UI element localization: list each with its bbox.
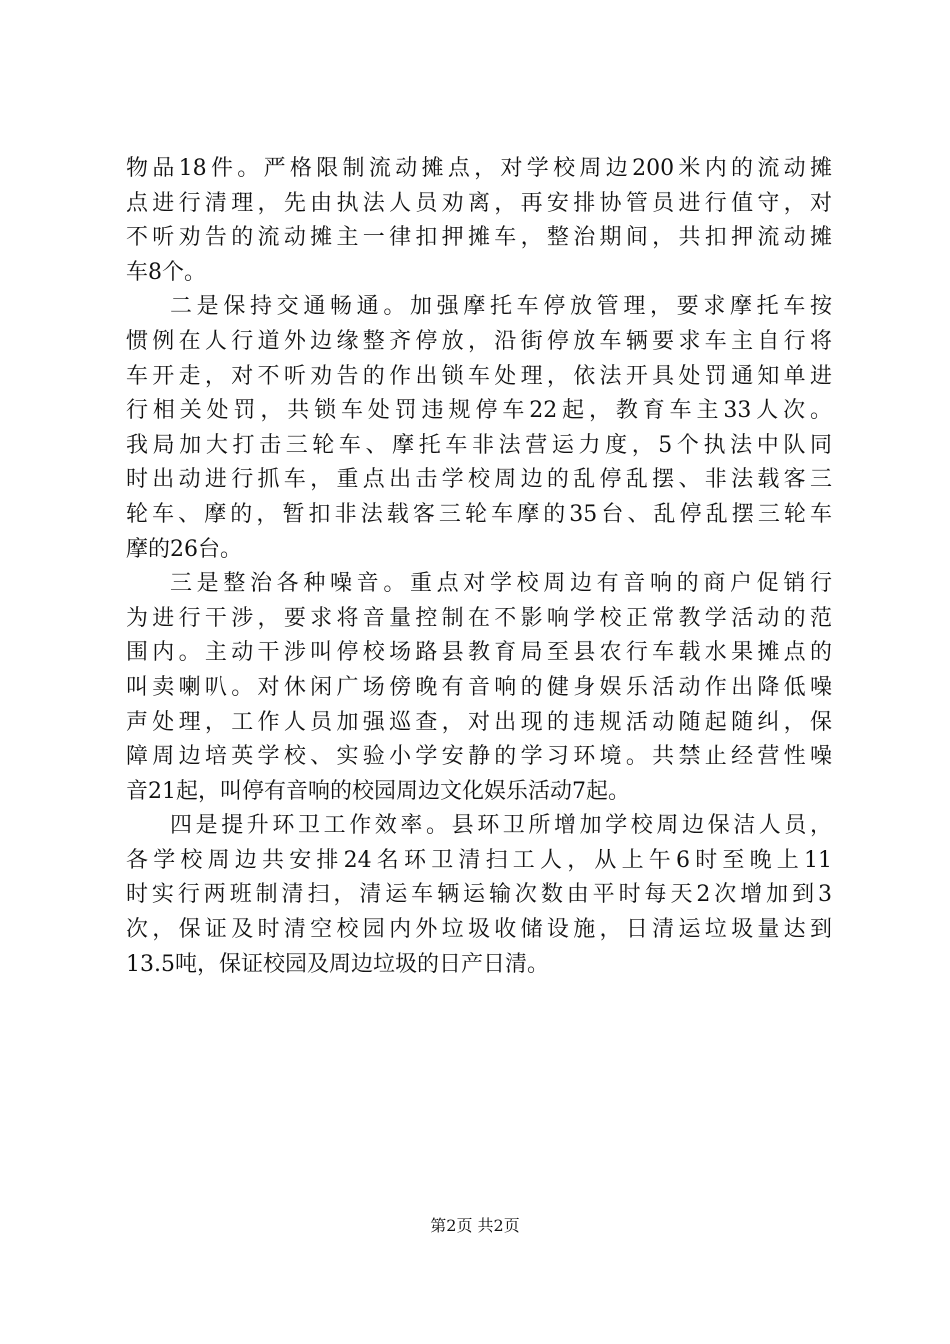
body-line: 音21起，叫停有音响的校园周边文化娱乐活动7起。 xyxy=(126,778,630,804)
body-line: 轮车、摩的，暂扣非法载客三轮车摩的35台、乱停乱摆三轮车 xyxy=(126,501,832,527)
body-line: 围内。主动干涉叫停校场路县教育局至县农行车载水果摊点的 xyxy=(126,640,832,666)
body-line: 时实行两班制清扫，清运车辆运输次数由平时每天2次增加到3 xyxy=(126,882,832,908)
body-line: 障周边培英学校、实验小学安静的学习环境。共禁止经营性噪 xyxy=(126,744,832,770)
body-line: 惯例在人行道外边缘整齐停放，沿街停放车辆要求车主自行将 xyxy=(126,328,832,354)
body-line: 次，保证及时清空校园内外垃圾收储设施，日清运垃圾量达到 xyxy=(126,917,832,943)
body-line: 四是提升环卫工作效率。县环卫所增加学校周边保洁人员， xyxy=(170,813,832,839)
body-line: 13.5吨，保证校园及周边垃圾的日产日清。 xyxy=(126,951,549,977)
body-line: 物品18件。严格限制流动摊点，对学校周边200米内的流动摊 xyxy=(126,156,832,181)
body-line: 三是整治各种噪音。重点对学校周边有音响的商户促销行 xyxy=(170,571,832,597)
body-line: 二是保持交通畅通。加强摩托车停放管理，要求摩托车按 xyxy=(170,294,832,320)
body-line: 为进行干涉，要求将音量控制在不影响学校正常教学活动的范 xyxy=(126,605,832,631)
body-line: 时出动进行抓车，重点出击学校周边的乱停乱摆、非法载客三 xyxy=(126,467,832,493)
body-line: 各学校周边共安排24名环卫清扫工人，从上午6时至晚上11 xyxy=(126,847,832,873)
body-line: 摩的26台。 xyxy=(126,536,242,562)
body-line: 我局加大打击三轮车、摩托车非法营运力度，5个执法中队同 xyxy=(126,432,832,458)
body-line: 行相关处罚，共锁车处罚违规停车22起，教育车主33人次。 xyxy=(126,398,832,424)
body-line: 点进行清理，先由执法人员劝离，再安排协管员进行值守，对 xyxy=(126,190,832,216)
body-line: 叫卖喇叭。对休闲广场傍晚有音响的健身娱乐活动作出降低噪 xyxy=(126,674,832,700)
page-number-footer: 第2页 共2页 xyxy=(430,1216,520,1235)
body-line: 声处理，工作人员加强巡查，对出现的违规活动随起随纠，保 xyxy=(126,709,832,735)
body-line: 车8个。 xyxy=(126,259,206,285)
document-body xyxy=(126,152,832,982)
body-line: 不听劝告的流动摊主一律扣押摊车，整治期间，共扣押流动摊 xyxy=(126,225,832,251)
body-line: 车开走，对不听劝告的作出锁车处理，依法开具处罚通知单进 xyxy=(126,363,832,389)
